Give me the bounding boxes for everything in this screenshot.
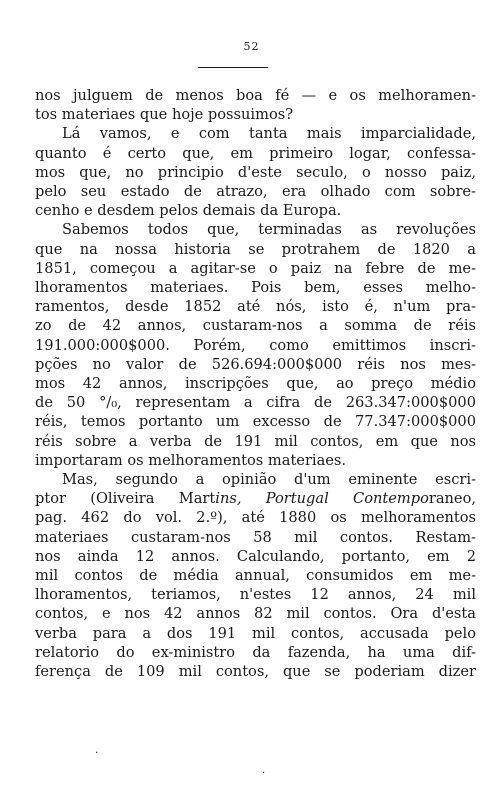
text-line: verba para a dos 191 mil contos, accusada pelo [35, 624, 476, 642]
text-line: importaram os melhoramentos materiaes. [35, 451, 347, 469]
book-title: ins, Portugal Contempo [215, 490, 429, 508]
text-line: tos materiaes que hoje possuimos? [35, 106, 294, 124]
body-text [35, 86, 476, 681]
text-line: mil contos de média annual, consumidos em me- [35, 567, 476, 585]
text-line: relatorio do ex-ministro da fazenda, ha uma dif- [35, 643, 476, 661]
header-rule [198, 67, 268, 68]
text-line: nos ainda 12 annos. Calculando, portanto, em 2 [35, 547, 476, 565]
text-line: mos que, no principio d'este seculo, o nosso paiz, [35, 163, 476, 181]
text-line: quanto é certo que, em primeiro logar, confessa- [35, 144, 476, 162]
text-line: que na nossa historia se protrahem de 1820 a [35, 240, 476, 258]
bottom-mark-left: . [95, 745, 99, 756]
text-line: 191.000:000$000. Porém, como emittimos inscri- [35, 336, 476, 354]
text-line: lhoramentos materiaes. Pois bem, esses melho- [35, 279, 476, 297]
text-line: nos julguem de menos boa fé — e os melhoramen- [35, 87, 476, 104]
text-line: lhoramentos, teriamos, n'estes 12 annos, 24 mil [35, 586, 476, 604]
text-line: réis, temos portanto um excesso de 77.347:000$000 [35, 413, 476, 431]
text-line: réis sobre a verba de 191 mil contos, em que nos [35, 432, 476, 450]
page-number: 52 [243, 40, 260, 53]
text-line: cenho e desdem pelos demais da Europa. [35, 202, 342, 220]
text-line: zo de 42 annos, custaram-nos a somma de réis [35, 317, 476, 335]
bottom-mark-center: . [262, 765, 266, 776]
text-line: Lá vamos, e com tanta mais imparcialidade, [62, 125, 476, 143]
text-line: Sabemos todos que, terminadas as revoluções [62, 221, 476, 239]
text-line: ramentos, desde 1852 até nós, isto é, n'um pra- [35, 298, 476, 316]
text-line: pções no valor de 526.694:000$000 réis nos mes- [35, 355, 476, 373]
text-line: materiaes custaram-nos 58 mil contos. Restam- [35, 528, 476, 546]
text-line: pag. 462 do vol. 2.º), até 1880 os melhoramentos [35, 509, 476, 527]
text-line: de 50 °/₀, representam a cifra de 263.347:000$000 [35, 394, 476, 412]
text-line: ptor (Oliveira Martins, Portugal Contemporaneo, [35, 490, 476, 508]
text-line: pelo seu estado de atrazo, era olhado com sobre- [35, 183, 476, 201]
text-line: Mas, segundo a opinião d'um eminente escri- [62, 471, 476, 489]
text-line: 1851, começou a agitar-se o paiz na febre de me- [35, 259, 476, 277]
text-line: mos 42 annos, inscripções que, ao preço médio [35, 375, 476, 393]
text-line: ferença de 109 mil contos, que se poderiam dizer [35, 663, 476, 681]
text-line: contos, e nos 42 annos 82 mil contos. Ora d'esta [35, 605, 476, 623]
